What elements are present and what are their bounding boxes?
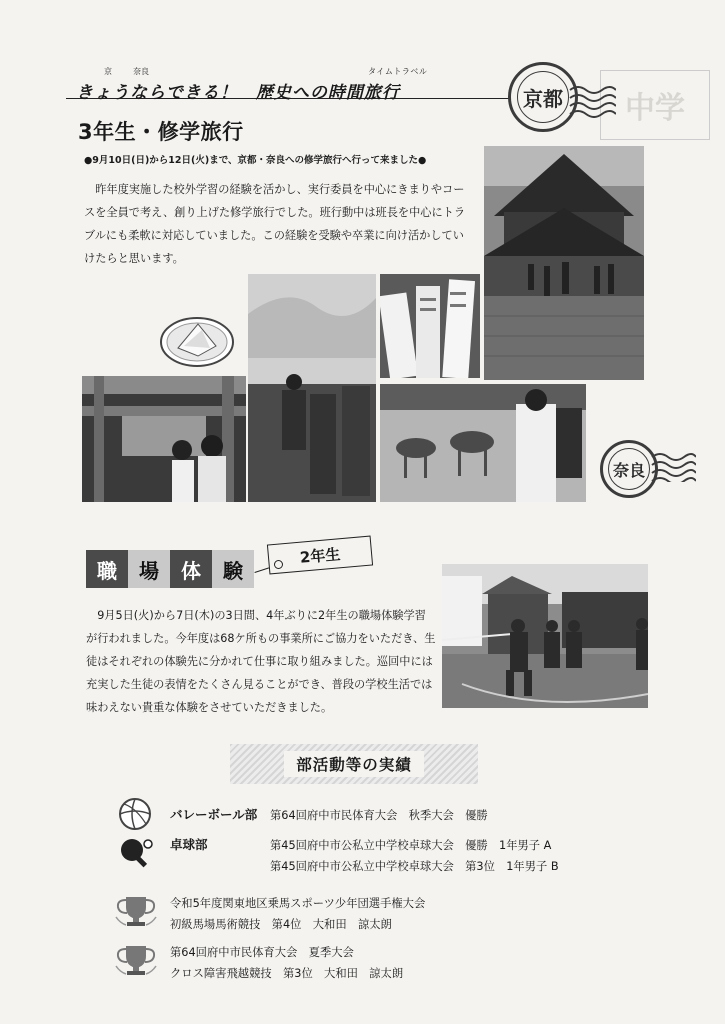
heading-char: 職	[86, 550, 128, 588]
competition-result: 初級馬場馬術競技 第4位 大和田 諒太朗	[170, 918, 392, 931]
faded-background-title: 中学	[600, 70, 710, 140]
trip-subtitle: ●9月10日(日)から12日(火)まで、京都・奈良への修学旅行へ行って来ました●	[84, 155, 427, 166]
sky-students-photo	[248, 274, 376, 502]
ruby-nara: 奈良	[133, 67, 149, 76]
club-result: 第45回府中市公私立中学校卓球大会 第3位 1年男子 B	[270, 860, 559, 873]
trophy-icon	[114, 893, 158, 927]
heading-char: 体	[170, 550, 212, 588]
stamp-label-kyoto: 京都	[523, 86, 563, 111]
fire-drill-photo	[442, 564, 648, 708]
wagashi-photo	[158, 312, 236, 370]
postmark-waves-icon	[568, 84, 616, 118]
club-result: 第64回府中市民体育大会 秋季大会 優勝	[270, 809, 488, 822]
volleyball-icon	[118, 797, 152, 831]
deer-photo	[380, 384, 586, 502]
trip-body: 昨年度実施した校外学習の経験を活かし、実行委員を中心にきまりやコースを全員で考え、創り上げた修学旅行でした。班行動中は班長を中心にトラブルにも柔軟に対応していました。この経験を受験や卒業に向け活かしていけたらと思います。	[84, 183, 466, 265]
grade-tag	[267, 536, 373, 575]
torii-tunnel-photo	[82, 376, 246, 502]
job-experience-heading	[86, 550, 254, 588]
job-body: 9月5日(火)から7日(木)の3日間、4年ぶりに2年生の職場体験学習が行われました。今年度は68ケ所もの事業所にご協力をいただき、生徒はそれぞれの体験先に分かれて仕事に取り組みました。巡回中には充実した生徒の表情をたくさん見ることができ、普段の学校生活では味わえない貴重な体験をさせていただきました。	[86, 609, 436, 714]
ruby-kyo: 京	[104, 67, 112, 76]
club-name: 卓球部	[170, 837, 208, 852]
temple-photo	[484, 146, 644, 380]
banner-title: きょうならできる！ 歴史への時間旅行	[76, 83, 400, 103]
postmark-waves-icon	[650, 452, 696, 482]
trophy-icon	[114, 942, 158, 976]
club-achievements-title: 部活動等の実績	[284, 751, 424, 777]
competition-name: 令和5年度関東地区乗馬スポーツ少年団選手権大会	[170, 897, 426, 910]
trip-title: 3年生・修学旅行	[78, 120, 244, 144]
tag-hole	[274, 560, 283, 569]
tabletennis-achievement	[170, 834, 559, 877]
club-result: 第45回府中市公私立中学校卓球大会 優勝 1年男子 A	[270, 839, 552, 852]
competition-name: 第64回府中市民体育大会 夏季大会	[170, 946, 354, 959]
omikuji-photo	[380, 274, 480, 378]
grade-label: 2年生	[299, 544, 341, 567]
heading-char: 場	[128, 550, 170, 588]
ping-pong-paddle-icon	[118, 836, 154, 868]
heading-char: 験	[212, 550, 254, 588]
ruby-time-travel: タイムトラベル	[368, 67, 428, 76]
club-name: バレーボール部	[170, 807, 258, 822]
competition-result: クロス障害飛越競技 第3位 大和田 諒太朗	[170, 967, 404, 980]
volleyball-achievement	[170, 804, 488, 826]
stamp-label-nara: 奈良	[612, 460, 645, 480]
equestrian-achievement-1	[170, 893, 425, 935]
equestrian-achievement-2	[170, 942, 403, 984]
club-achievements-header	[230, 744, 478, 784]
